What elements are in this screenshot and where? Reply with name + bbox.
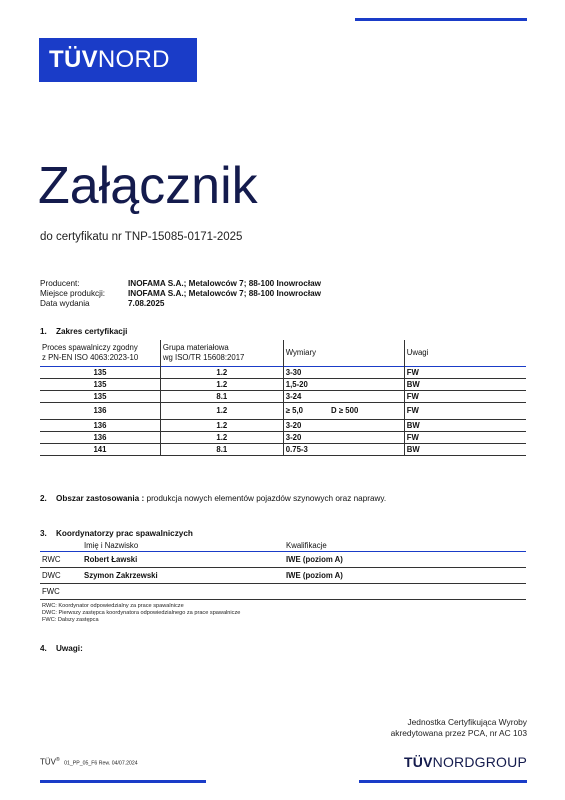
cell-role: RWC [40, 552, 82, 568]
section-1-heading: 1. Zakres certyfikacji [40, 327, 128, 336]
cell-dimensions: ≥ 5,0 D ≥ 500 [283, 402, 404, 419]
info-row-production-site: Miejsce produkcji: INOFAMA S.A.; Metalowców 7; 88-100 Inowrocław [40, 289, 322, 298]
cell-process: 135 [40, 390, 160, 402]
table-row [40, 378, 526, 390]
cell-dimensions: 3-20 [283, 431, 404, 443]
table-row [40, 390, 526, 402]
info-row-issue-date: Data wydania 7.08.2025 [40, 299, 165, 308]
cell-qualification: IWE (poziom A) [284, 552, 526, 568]
info-row-producer: Producent: INOFAMA S.A.; Metalowców 7; 88-100 Inowrocław [40, 279, 322, 288]
cell-notes: FW [404, 431, 526, 443]
certificate-subtitle: do certyfikatu nr TNP-15085-0171-2025 [40, 231, 243, 243]
cell-process: 136 [40, 402, 160, 419]
table-row [40, 584, 526, 600]
cell-dimensions: 0.75-3 [283, 443, 404, 455]
form-reference: TÜV® 01_PP_05_F6 Rew. 04/07.2024 [40, 757, 138, 767]
cell-name: Robert Ławski [82, 552, 284, 568]
cell-process: 135 [40, 378, 160, 390]
tuv-nord-group-logo: TÜVNORDGROUP [404, 754, 527, 770]
table-row [40, 402, 526, 419]
table-row [40, 568, 526, 584]
section-4-remarks: 4. Uwagi: [40, 644, 83, 653]
cell-name: Szymon Zakrzewski [82, 568, 284, 584]
cell-material-group: 8.1 [160, 443, 283, 455]
table-header-row [40, 340, 526, 366]
header-material-group: Grupa materiałowa wg ISO/TR 15608:2017 [160, 340, 283, 366]
top-accent-bar [355, 18, 527, 21]
header-qualification: Kwalifikacje [286, 540, 327, 550]
section-2-application-area: 2. Obszar zastosowania : produkcja nowych elementów pojazdów szynowych oraz naprawy. [40, 494, 387, 503]
cell-process: 136 [40, 419, 160, 431]
table-row [40, 552, 526, 568]
cell-process: 141 [40, 443, 160, 455]
cell-dimensions: 3-24 [283, 390, 404, 402]
header-process: Proces spawalniczy zgodny z PN-EN ISO 4063:2023-10 [42, 343, 139, 362]
cell-notes: FW [404, 402, 526, 419]
cell-notes: BW [404, 419, 526, 431]
welding-coordinators-table [40, 539, 526, 600]
producer-info [40, 279, 321, 309]
table-row [40, 443, 526, 455]
bottom-right-accent-bar [359, 780, 527, 783]
cell-material-group: 1.2 [160, 366, 283, 378]
cell-dimensions: 1,5-20 [283, 378, 404, 390]
table-row [40, 431, 526, 443]
cell-notes: FW [404, 390, 526, 402]
cell-notes: FW [404, 366, 526, 378]
header-name: Imię i Nazwisko [84, 540, 139, 550]
table-row [40, 366, 526, 378]
cell-notes: BW [404, 443, 526, 455]
cell-name [82, 584, 284, 600]
cell-material-group: 1.2 [160, 419, 283, 431]
coordinator-legend: RWC: Koordynator odpowiedzialny za prace spawalnicze DWC: Pierwszy zastępca koordynatora odpowiedzialnego za prace spawalnicze FWC: Dalszy zastępca [42, 603, 241, 624]
page-title: Załącznik [38, 157, 258, 215]
logo-text: TÜVNORD [49, 46, 170, 73]
header-role [40, 539, 82, 552]
bottom-left-accent-bar [40, 780, 206, 783]
cell-material-group: 8.1 [160, 390, 283, 402]
cell-qualification [284, 584, 526, 600]
cell-dimensions: 3-20 [283, 419, 404, 431]
cell-material-group: 1.2 [160, 402, 283, 419]
header-dimensions: Wymiary [283, 340, 404, 366]
header-notes: Uwagi [404, 340, 526, 366]
certification-body-note: Jednostka Certyfikująca Wyroby akredytowana przez PCA, nr AC 103 [390, 717, 527, 738]
cell-dimensions: 3-30 [283, 366, 404, 378]
cell-notes: BW [404, 378, 526, 390]
table-row [40, 419, 526, 431]
cell-qualification: IWE (poziom A) [284, 568, 526, 584]
cell-process: 135 [40, 366, 160, 378]
certification-scope-table [40, 340, 526, 456]
cell-material-group: 1.2 [160, 431, 283, 443]
cell-material-group: 1.2 [160, 378, 283, 390]
coordinators-header-row [40, 539, 526, 552]
cell-process: 136 [40, 431, 160, 443]
section-3-heading: 3. Koordynatorzy prac spawalniczych [40, 529, 193, 538]
cell-role: DWC [40, 568, 82, 584]
cell-role: FWC [40, 584, 82, 600]
tuv-nord-logo [39, 38, 197, 82]
